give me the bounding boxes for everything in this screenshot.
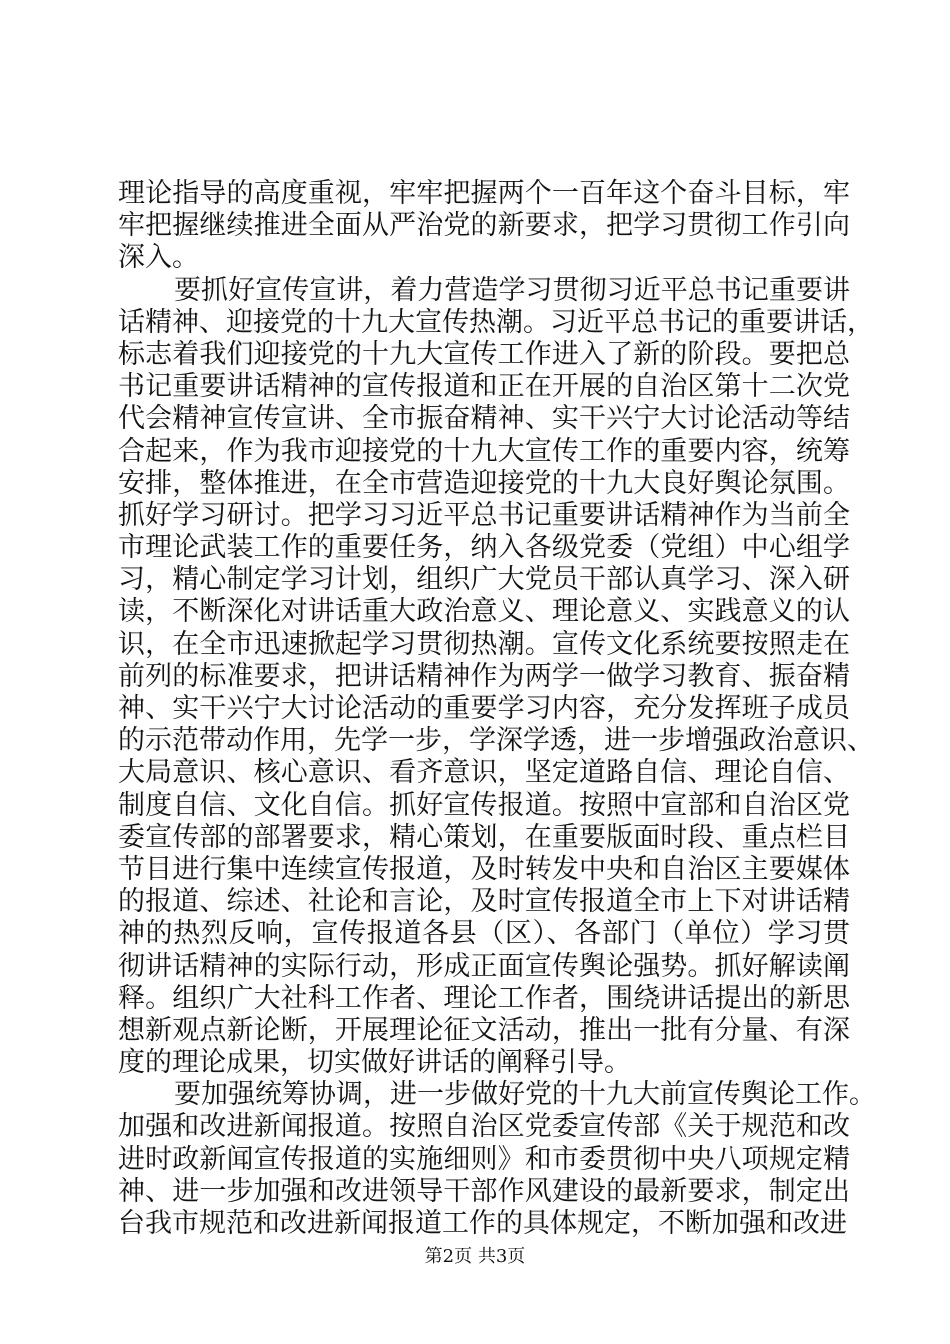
text-line: 神、进一步加强和改进领导干部作风建设的最新要求，制定出: [118, 1175, 850, 1207]
text-line: 书记重要讲话精神的宣传报道和正在开展的自治区第十二次党: [118, 371, 850, 403]
text-line: 神、实干兴宁大讨论活动的重要学习内容，充分发挥班子成员: [118, 693, 850, 724]
text-line: 代会精神宣传宣讲、全市振奋精神、实干兴宁大讨论活动等结: [118, 403, 850, 435]
text-line: 进时政新闻宣传报道的实施细则》和市委贯彻中央八项规定精: [118, 1143, 850, 1175]
text-line: 台我市规范和改进新闻报道工作的具体规定，不断加强和改进: [118, 1208, 847, 1239]
text-line: 度的理论成果，切实做好讲话的阐释引导。: [118, 1047, 631, 1079]
text-line: 合起来，作为我市迎接党的十九大宣传工作的重要内容，统筹: [118, 435, 850, 467]
text-line: 话精神、迎接党的十九大宣传热潮。习近平总书记的重要讲话，: [118, 306, 874, 338]
text-line: 读，不断深化对讲话重大政治意义、理论意义、实践意义的认: [118, 596, 850, 628]
page-footer: 第2页 共3页: [424, 1246, 526, 1267]
text-line: 要抓好宣传宣讲，着力营造学习贯彻习近平总书记重要讲: [174, 274, 850, 306]
paragraph: [118, 178, 850, 275]
text-line: 节目进行集中连续宣传报道，及时转发中央和自治区主要媒体: [118, 853, 850, 885]
text-line: 彻讲话精神的实际行动，形成正面宣传舆论强势。抓好解读阐: [118, 950, 850, 982]
text-line: 要加强统筹协调，进一步做好党的十九大前宣传舆论工作。: [174, 1079, 876, 1111]
text-line: 的示范带动作用，先学一步，学深学透，进一步增强政治意识、: [118, 725, 874, 757]
text-line: 释。组织广大社科工作者、理论工作者，围绕讲话提出的新思: [118, 982, 850, 1014]
document-body: [118, 178, 876, 1240]
text-line: 习，精心制定学习计划，组织广大党员干部认真学习、深入研: [118, 564, 850, 596]
text-line: 标志着我们迎接党的十九大宣传工作进入了新的阶段。要把总: [118, 338, 850, 370]
paragraph: [118, 1079, 876, 1240]
text-line: 制度自信、文化自信。抓好宣传报道。按照中宣部和自治区党: [118, 789, 850, 821]
text-line: 前列的标准要求，把讲话精神作为两学一做学习教育、振奋精: [118, 660, 850, 692]
text-line: 理论指导的高度重视，牢牢把握两个一百年这个奋斗目标，牢: [118, 178, 850, 209]
text-line: 牢把握继续推进全面从严治党的新要求，把学习贯彻工作引向: [118, 210, 850, 242]
text-line: 的报道、综述、社论和言论，及时宣传报道全市上下对讲话精: [118, 886, 850, 918]
text-line: 委宣传部的部署要求，精心策划，在重要版面时段、重点栏目: [118, 821, 850, 853]
text-line: 安排，整体推进，在全市营造迎接党的十九大良好舆论氛围。: [118, 467, 850, 499]
text-line: 大局意识、核心意识、看齐意识，坚定道路自信、理论自信、: [118, 757, 850, 789]
text-line: 想新观点新论断，开展理论征文活动，推出一批有分量、有深: [118, 1014, 850, 1046]
text-line: 市理论武装工作的重要任务，纳入各级党委（党组）中心组学: [118, 532, 850, 564]
text-line: 神的热烈反响，宣传报道各县（区）、各部门（单位）学习贯: [118, 918, 850, 950]
text-line: 识，在全市迅速掀起学习贯彻热潮。宣传文化系统要按照走在: [118, 628, 850, 660]
text-line: 抓好学习研讨。把学习习近平总书记重要讲话精神作为当前全: [118, 499, 850, 531]
paragraph: [118, 274, 874, 1080]
text-line: 加强和改进新闻报道。按照自治区党委宣传部《关于规范和改: [118, 1111, 850, 1143]
text-line: 深入。: [118, 242, 199, 274]
